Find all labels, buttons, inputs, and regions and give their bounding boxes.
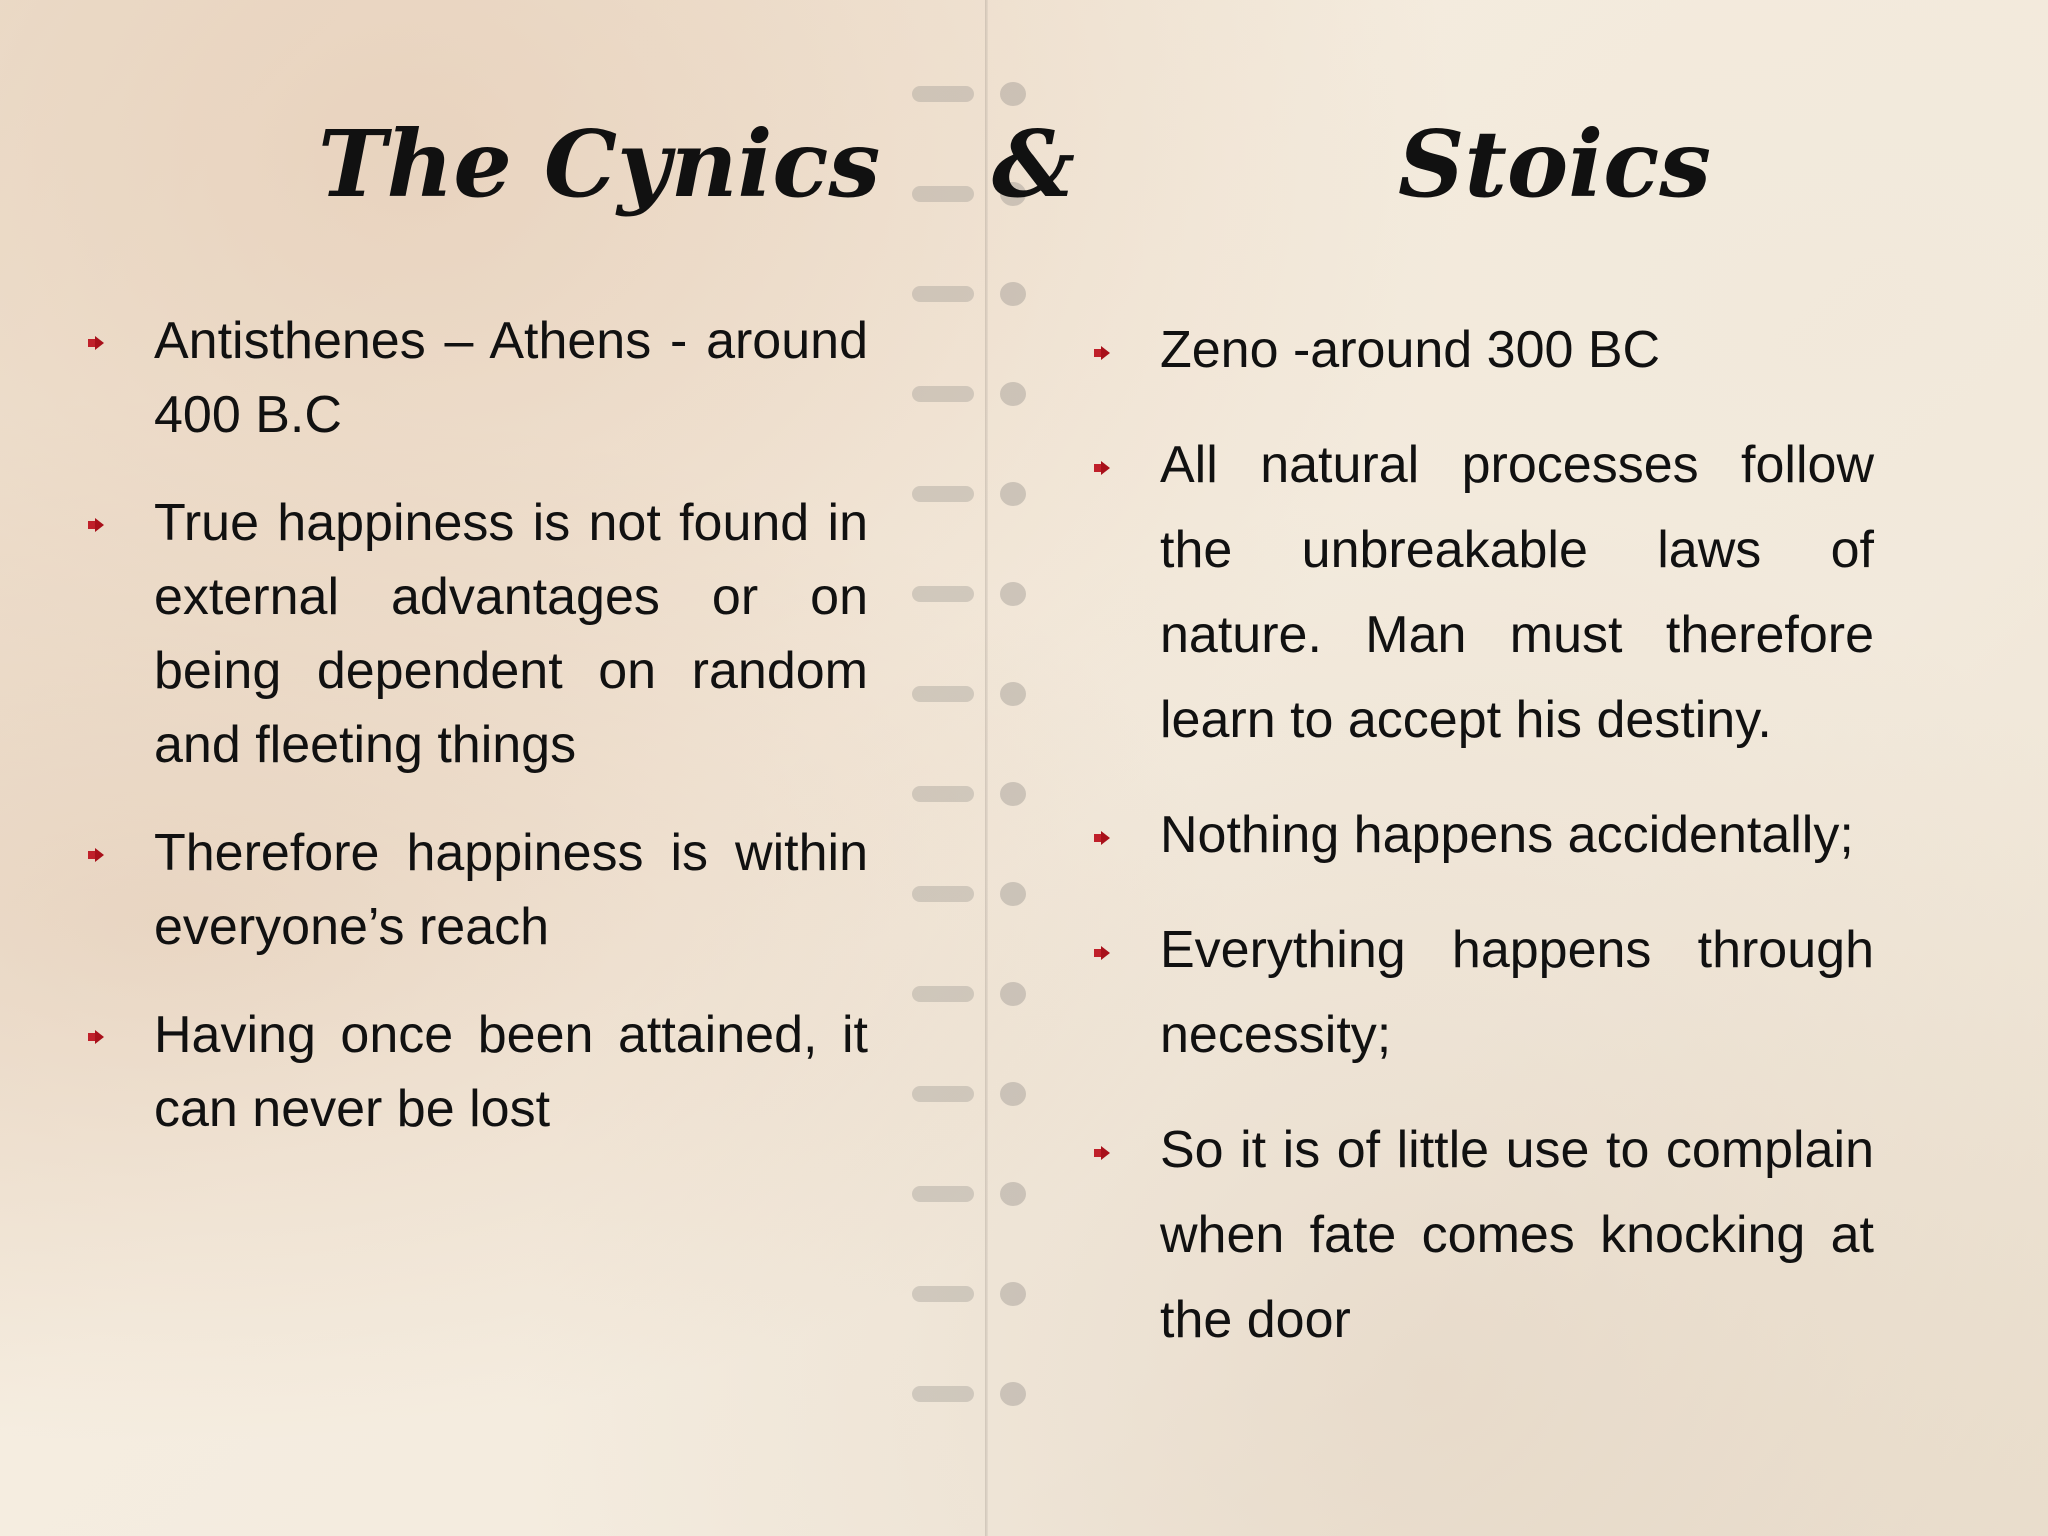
stoics-list bbox=[1094, 308, 1874, 1393]
list-item-text: Having once been attained, it can never be lost bbox=[154, 1006, 868, 1138]
red-arrow-bullet-icon bbox=[88, 848, 106, 862]
red-arrow-bullet-icon bbox=[88, 1030, 106, 1044]
title-ampersand: & bbox=[992, 110, 1076, 218]
list-item bbox=[1094, 793, 1874, 878]
red-arrow-bullet-icon bbox=[1094, 1146, 1112, 1160]
list-item-text: All natural processes follow the unbreakable laws of nature. Man must therefore learn to accept his destiny. bbox=[1160, 436, 1874, 749]
list-item-text: Everything happens through necessity; bbox=[1160, 921, 1874, 1064]
spiral-ring-icon bbox=[912, 476, 1042, 510]
spiral-ring-icon bbox=[912, 1376, 1042, 1410]
list-item bbox=[1094, 908, 1874, 1078]
red-arrow-bullet-icon bbox=[88, 518, 106, 532]
red-arrow-bullet-icon bbox=[88, 336, 106, 350]
spiral-ring-icon bbox=[912, 976, 1042, 1010]
list-item-text: True happiness is not found in external advantages or on being dependent on random and fleeting things bbox=[154, 494, 868, 774]
list-item bbox=[1094, 1108, 1874, 1363]
red-arrow-bullet-icon bbox=[1094, 461, 1112, 475]
list-item bbox=[88, 304, 868, 452]
list-item-text: Antisthenes – Athens - around 400 B.C bbox=[154, 312, 868, 444]
spiral-ring-icon bbox=[912, 1276, 1042, 1310]
spiral-ring-icon bbox=[912, 1176, 1042, 1210]
list-item bbox=[1094, 423, 1874, 763]
list-item-text: Therefore happiness is within everyone’s reach bbox=[154, 824, 868, 956]
list-item-text: So it is of little use to complain when fate comes knocking at the door bbox=[1160, 1121, 1874, 1349]
list-item bbox=[88, 816, 868, 964]
spiral-ring-icon bbox=[912, 376, 1042, 410]
red-arrow-bullet-icon bbox=[1094, 346, 1112, 360]
spiral-ring-icon bbox=[912, 276, 1042, 310]
list-item bbox=[88, 998, 868, 1146]
title-cynics: The Cynics bbox=[318, 110, 881, 218]
list-item-text: Nothing happens accidentally; bbox=[1160, 806, 1854, 864]
red-arrow-bullet-icon bbox=[1094, 831, 1112, 845]
spiral-ring-icon bbox=[912, 676, 1042, 710]
list-item bbox=[88, 486, 868, 782]
list-item bbox=[1094, 308, 1874, 393]
spiral-ring-icon bbox=[912, 576, 1042, 610]
spiral-ring-icon bbox=[912, 76, 1042, 110]
list-item-text: Zeno -around 300 BC bbox=[1160, 321, 1661, 379]
spiral-ring-icon bbox=[912, 776, 1042, 810]
title-stoics: Stoics bbox=[1398, 110, 1712, 218]
spiral-ring-icon bbox=[912, 1076, 1042, 1110]
spiral-ring-icon bbox=[912, 876, 1042, 910]
red-arrow-bullet-icon bbox=[1094, 946, 1112, 960]
cynics-list bbox=[88, 304, 868, 1180]
